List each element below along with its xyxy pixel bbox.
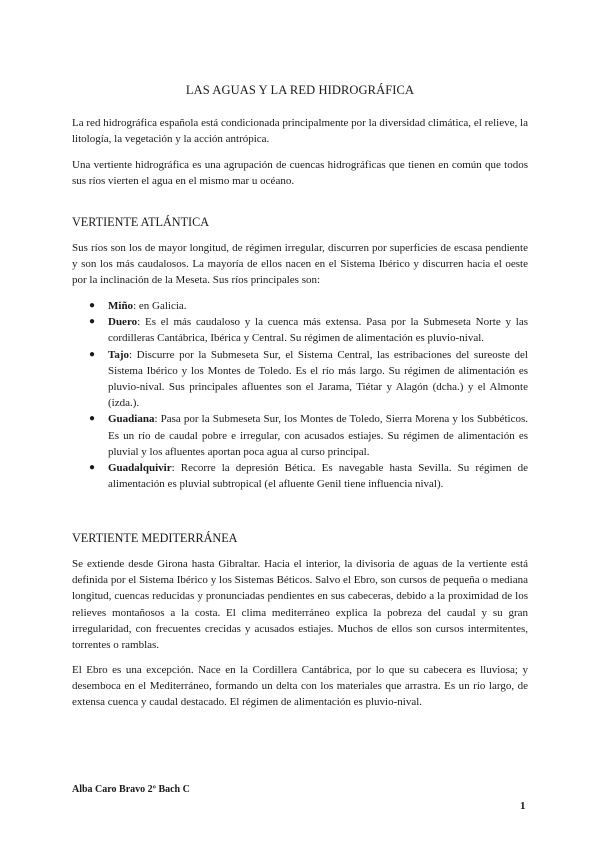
river-item-duero xyxy=(72,314,528,346)
heading-vertiente-mediterranea: VERTIENTE MEDITERRÁNEA xyxy=(72,531,238,545)
bullet-icon: ● xyxy=(89,348,96,360)
river-item-guadiana xyxy=(72,411,528,460)
document-title: LAS AGUAS Y LA RED HIDROGRÁFICA xyxy=(185,83,415,98)
river-name: Miño xyxy=(108,300,134,312)
page-number: 1 xyxy=(520,800,526,812)
bullet-icon: ● xyxy=(89,300,96,311)
river-item-tajo xyxy=(72,347,528,412)
mediterranea-paragraph-2: El Ebro es una excepción. Nace en la Cordillera Cantábrica, por lo que su cabecera es lluviosa; y desemboca en el Mediterráneo, formando un delta con los materiales que arrastra. Es un río largo, de extensa cuenca y caudal destacado. El régimen de alimentación es pluvio-nival. xyxy=(72,664,528,709)
river-description: : Es el más caudaloso y la cuenca más extensa. Pasa por la Submeseta Norte y las cordilleras Cantábrica, Ibérica y Central. Su régimen de alimentación es pluvio-nival. xyxy=(108,316,528,345)
river-item-mino xyxy=(72,298,528,314)
river-description: : Recorre la depresión Bética. Es navegable hasta Sevilla. Su régimen de alimentación es pluvial subtropical (el afluente Genil tiene influencia nival). xyxy=(108,462,528,491)
bullet-icon: ● xyxy=(89,462,96,474)
mediterranea-paragraph-1: Se extiende desde Girona hasta Gibraltar. Hacia el interior, la divisoria de aguas de la vertiente está definida por el Sistema Ibérico y los Sistemas Béticos. Salvo el Ebro, son cursos de pequeña o mediana longitud, cuencas reducidas y pronunciadas pendientes en sus cabeceras, debido a la proximidad de los relieves montañosos a la costa. El clima mediterráneo explica la pobreza del caudal y su gran irregularidad, con frecuentes crecidas y acusados estiajes. Muchos de ellos son cursos intermitentes, torrentes o ramblas. xyxy=(72,558,528,652)
intro-paragraph-2: Una vertiente hidrográfica es una agrupación de cuencas hidrográficas que tienen en común que todos sus ríos vierten el agua en el mismo mar u océano. xyxy=(72,159,528,188)
atlantica-intro-paragraph: Sus ríos son los de mayor longitud, de régimen irregular, discurren por superficies de escasa pendiente y son los más caudalosos. La mayoría de ellos nacen en el Sistema Ibérico y discurren hacia el oeste por la inclinación de la Meseta. Sus ríos principales son: xyxy=(72,242,528,287)
river-item-guadalquivir xyxy=(72,460,528,492)
bullet-icon: ● xyxy=(89,316,96,328)
river-name: Guadiana xyxy=(108,413,155,426)
river-name: Tajo xyxy=(108,348,129,361)
river-description: : Pasa por la Submeseta Sur, los Montes de Toledo, Sierra Morena y los Subbéticos. Es un río de caudal pobre e irregular, con acusados estiajes. Su régimen de alimentación es pluvial y los afluentes aportan poca agua al curso principal. xyxy=(108,413,528,458)
bullet-icon: ● xyxy=(89,413,96,425)
river-name: Guadalquivir xyxy=(108,462,172,475)
river-description: : en Galicia. xyxy=(133,300,187,312)
river-description: : Discurre por la Submeseta Sur, el Sistema Central, las estribaciones del sureoste del Sistema Ibérico y los Montes de Toledo. Es el río más largo. Su régimen de alimentación es pluvio-nival. Sus principales afluentes son el Jarama, Tiétar y Alagón (dcha.) y el Almonte (izda.). xyxy=(108,348,528,410)
atlantica-rivers-list xyxy=(72,298,528,492)
heading-vertiente-atlantica: VERTIENTE ATLÁNTICA xyxy=(72,215,210,229)
intro-paragraph-1: La red hidrográfica española está condicionada principalmente por la diversidad climática, el relieve, la litología, la vegetación y la acción antrópica. xyxy=(72,117,528,146)
river-name: Duero xyxy=(108,316,138,329)
footer-author: Alba Caro Bravo 2º Bach C xyxy=(72,784,190,795)
